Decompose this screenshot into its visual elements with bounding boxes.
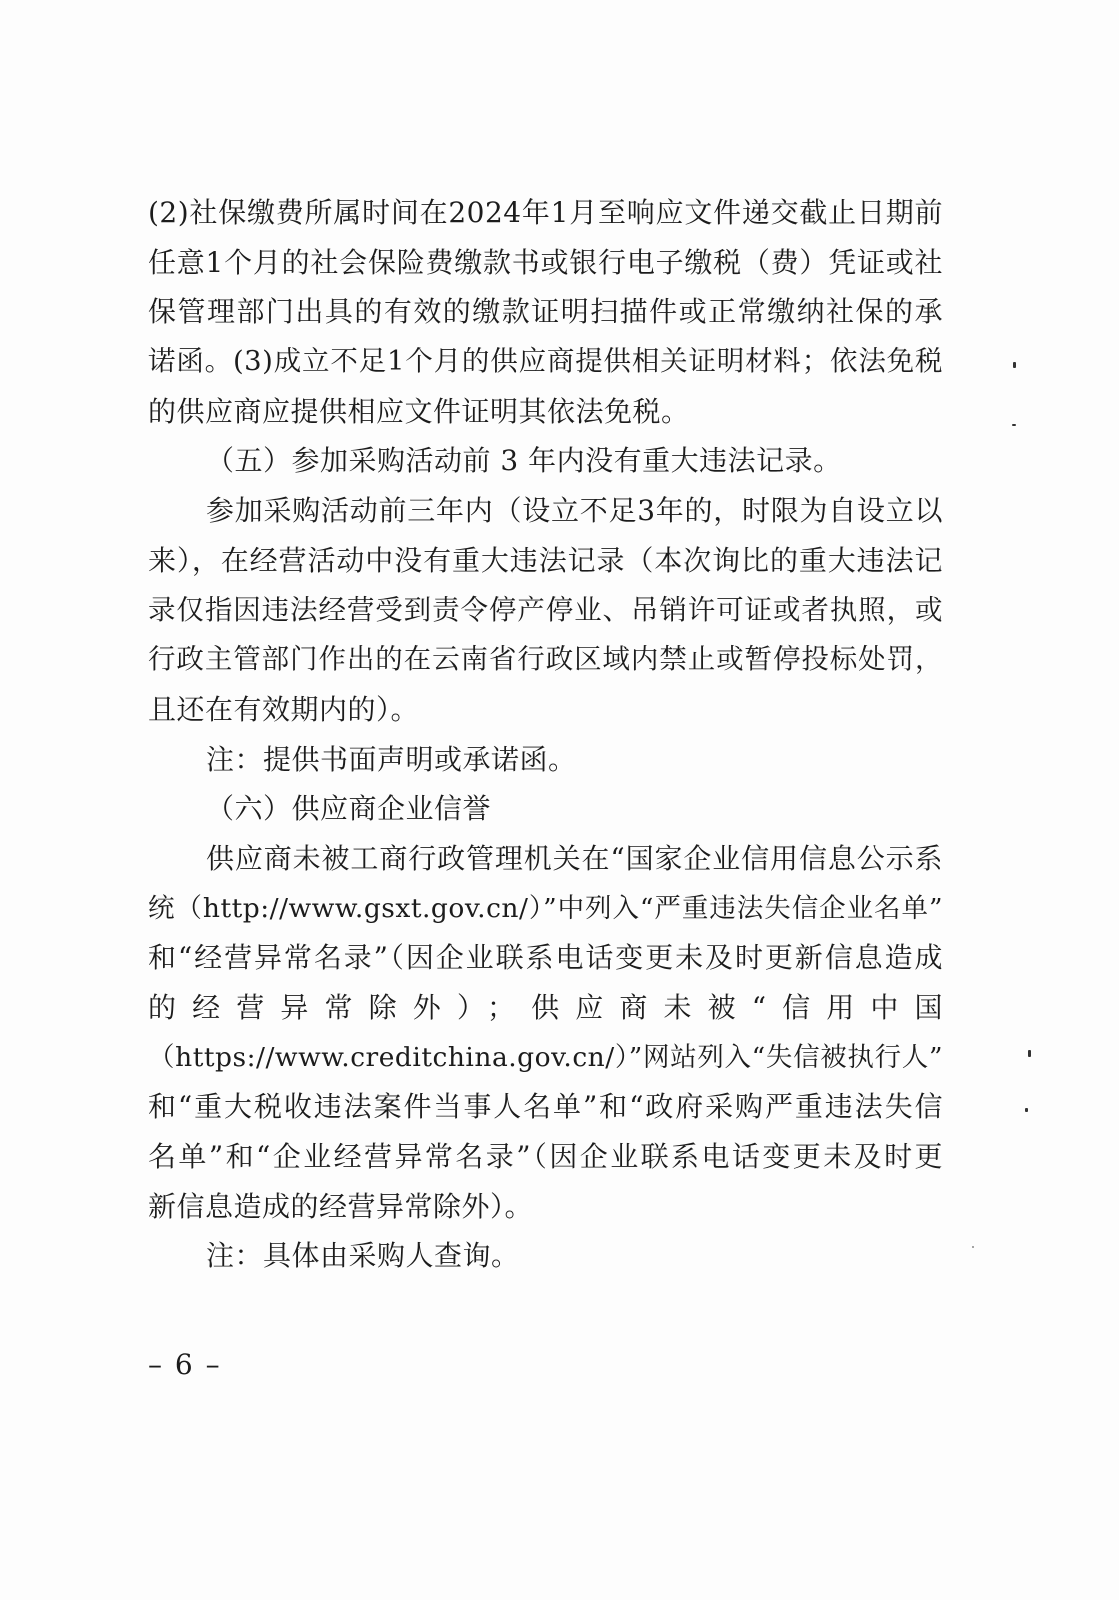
paragraph-social-insurance-continued <box>148 188 943 436</box>
page-number: – 6 – <box>148 1348 222 1381</box>
scan-mark <box>1013 362 1016 368</box>
body-line: 供应商未被工商行政管理机关在“国家企业信用信息公示系 <box>206 841 943 875</box>
body-line: 录仅指因违法经营受到责令停产停业、吊销许可证或者执照，或 <box>148 593 943 626</box>
body-line: (2)社保缴费所属时间在2024年1月至响应文件递交截止日期前 <box>148 196 943 229</box>
section-heading-6 <box>148 784 943 834</box>
heading-line: （五）参加采购活动前 3 年内没有重大违法记录。 <box>206 444 842 478</box>
body-line: 来），在经营活动中没有重大违法记录（本次询比的重大违法记 <box>148 543 943 577</box>
scan-mark <box>1028 1050 1031 1057</box>
body-line: 诺函。(3)成立不足1个月的供应商提供相关证明材料；依法免税 <box>148 345 943 378</box>
note-purchaser-query <box>148 1231 943 1281</box>
paragraph-no-violation-record <box>148 486 943 734</box>
body-line: 和“重大税收违法案件当事人名单”和“政府采购严重违法失信 <box>148 1090 943 1124</box>
body-line: 统（http://www.gsxt.gov.cn/）”中列入“严重违法失信企业名单” <box>148 892 943 924</box>
body-line: 名单”和“企业经营异常名录”（因企业联系电话变更未及时更 <box>148 1140 943 1174</box>
scan-mark <box>972 1246 974 1248</box>
body-line: 任意1个月的社会保险费缴款书或银行电子缴税（费）凭证或社 <box>148 245 943 279</box>
note-written-statement <box>148 735 943 785</box>
body-line: 的供应商应提供相应文件证明其依法免税。 <box>148 394 690 428</box>
note-line: 注：提供书面声明或承诺函。 <box>206 742 577 776</box>
scan-mark <box>1012 424 1016 426</box>
note-line: 注：具体由采购人查询。 <box>206 1239 520 1273</box>
section-heading-5 <box>148 436 943 486</box>
document-body <box>148 188 943 1281</box>
body-line: 的经营异常除外）；供应商未被“信用中国 <box>148 991 943 1024</box>
body-line: 和“经营异常名录”（因企业联系电话变更未及时更新信息造成 <box>148 941 943 975</box>
paragraph-credit-reputation <box>148 834 943 1232</box>
body-line: （https://www.creditchina.gov.cn/）”网站列入“失信被执行人” <box>148 1041 943 1073</box>
heading-line: （六）供应商企业信誉 <box>206 792 492 826</box>
body-line: 且还在有效期内的）。 <box>148 692 420 726</box>
scan-mark <box>1025 1108 1028 1112</box>
body-line: 参加采购活动前三年内（设立不足3年的，时限为自设立以 <box>206 494 943 528</box>
body-line: 行政主管部门作出的在云南省行政区域内禁止或暂停投标处罚， <box>148 643 943 676</box>
body-line: 保管理部门出具的有效的缴款证明扫描件或正常缴纳社保的承 <box>148 295 943 329</box>
body-line: 新信息造成的经营异常除外）。 <box>148 1189 534 1223</box>
